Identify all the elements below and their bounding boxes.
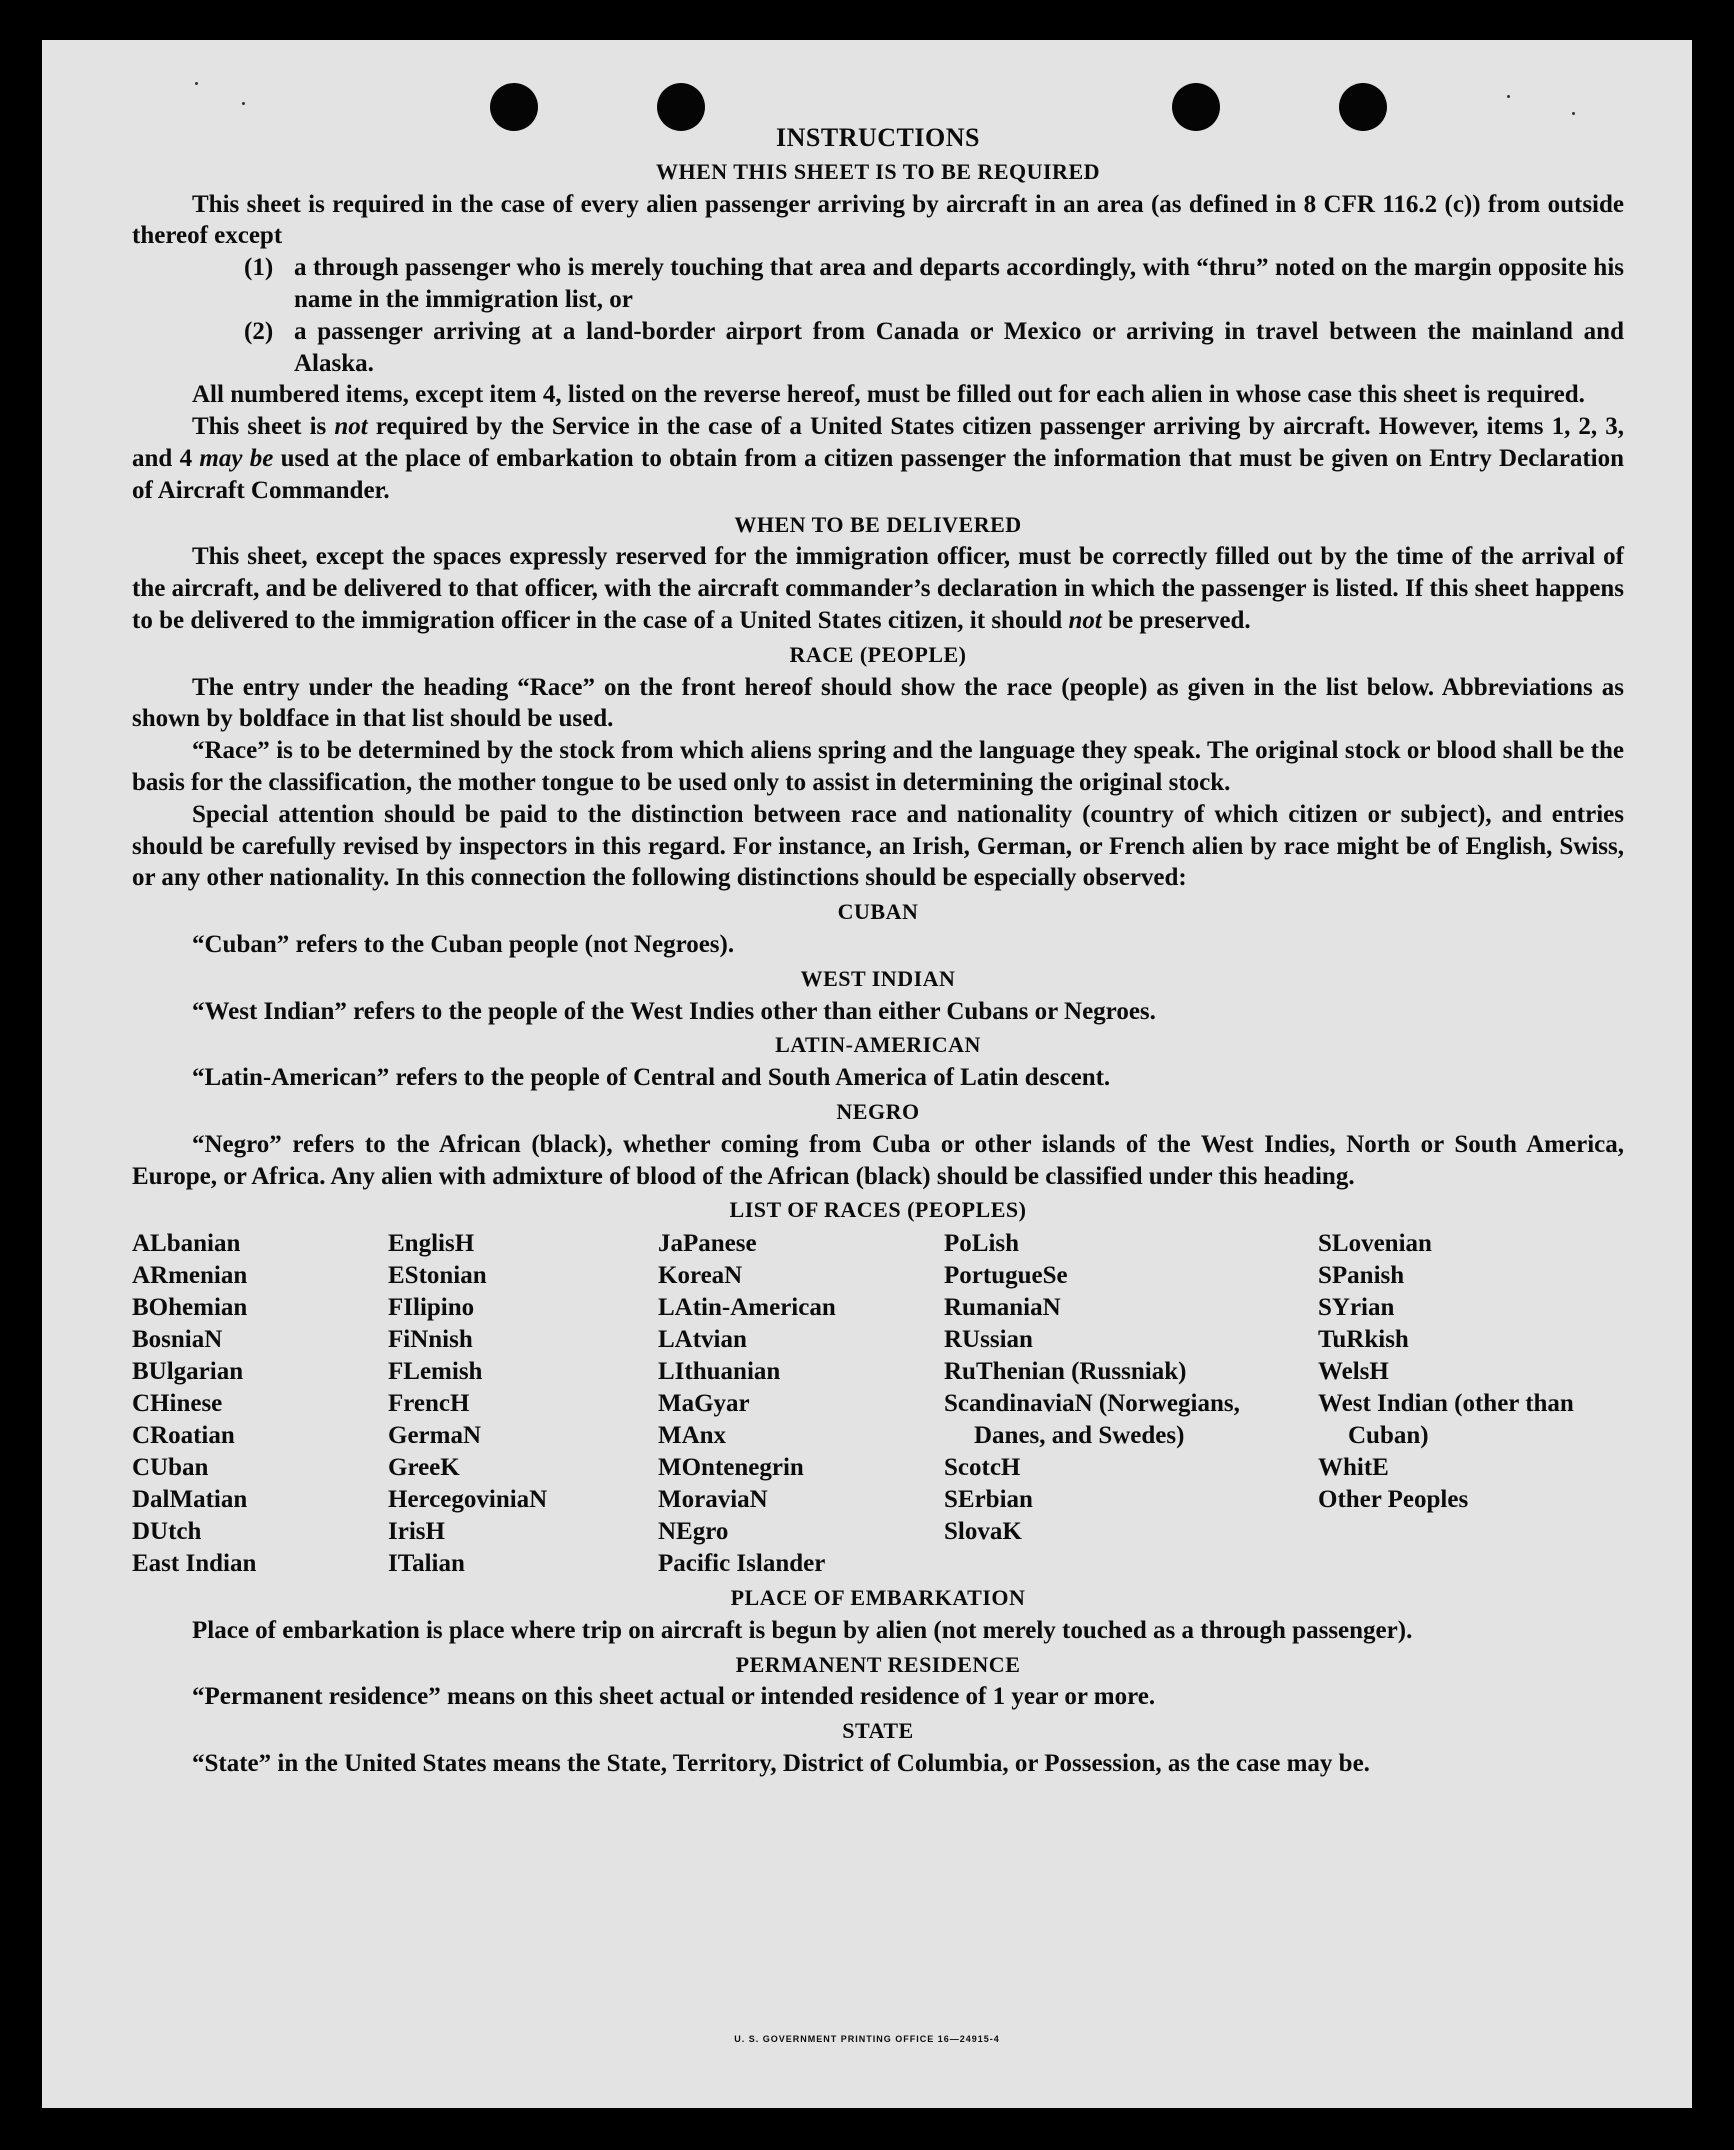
race-item: SLovenian	[1318, 1230, 1432, 1258]
race-item: BosniaN	[132, 1326, 223, 1354]
race-item: MAnx	[658, 1422, 727, 1450]
list-item	[244, 252, 1624, 316]
paragraph: This sheet is required in the case of every alien passenger arriving by aircraft in an area (as defined in 8 CFR 116.2 (c)) from outside thereof except	[132, 190, 1624, 250]
section-heading: WEST INDIAN	[800, 965, 956, 991]
race-item: RuThenian (Russniak)	[944, 1358, 1187, 1386]
section-heading: CUBAN	[837, 899, 919, 925]
text-run: This sheet is	[192, 413, 335, 441]
text-run: required by the Service in the case of a United States citizen passenger arriving by aircraft. However, items 1, 2, 3, and 4	[132, 413, 1624, 472]
race-item: NEgro	[658, 1518, 729, 1546]
paragraph	[132, 411, 1624, 506]
item-text: a passenger arriving at a land-border airport from Canada or Mexico or arriving in travel between the mainland and Alaska.	[294, 317, 1624, 377]
item-number: (2)	[244, 317, 274, 345]
italic-text: not	[1068, 606, 1102, 634]
race-item: FiNnish	[388, 1326, 473, 1354]
race-item: SlovaK	[944, 1518, 1022, 1546]
race-item: DUtch	[132, 1518, 202, 1546]
section-heading: PERMANENT RESIDENCE	[735, 1651, 1021, 1677]
race-column	[132, 1228, 388, 1580]
race-item: FLemish	[388, 1358, 483, 1386]
text-run: be preserved.	[1101, 606, 1251, 634]
paragraph: “Negro” refers to the African (black), whether coming from Cuba or other islands of the West Indies, North or South America, Europe, or Africa. Any alien with admixture of blood of the African (black) should be classified under this heading.	[132, 1130, 1624, 1190]
section-heading: WHEN TO BE DELIVERED	[734, 511, 1022, 537]
race-item: BUlgarian	[132, 1358, 244, 1386]
section-heading: LIST OF RACES (PEOPLES)	[729, 1197, 1027, 1223]
race-item: CUban	[132, 1454, 209, 1482]
race-item: PortugueSe	[944, 1262, 1068, 1290]
race-item: PoLish	[944, 1230, 1020, 1258]
paragraph: “Cuban” refers to the Cuban people (not Negroes).	[192, 930, 735, 958]
race-item: RUssian	[944, 1326, 1033, 1354]
paragraph: “West Indian” refers to the people of the West Indies other than either Cubans or Negroes.	[192, 997, 1156, 1025]
race-item: SPanish	[1318, 1262, 1405, 1290]
race-item: SYrian	[1318, 1294, 1395, 1322]
race-item: FrencH	[388, 1390, 470, 1418]
paragraph: Special attention should be paid to the distinction between race and nationality (country of which citizen or subject), and entries should be carefully revised by inspectors in this regard. For instance, an Irish, German, or French alien by race might be of English, Swiss, or any other nationality. In this connection the following distinctions should be especially observed:	[132, 800, 1624, 892]
section-heading: RACE (PEOPLE)	[789, 641, 967, 667]
instructions-body	[132, 120, 1624, 1780]
race-item: LIthuanian	[658, 1358, 781, 1386]
section-heading: WHEN THIS SHEET IS TO BE REQUIRED	[655, 158, 1101, 184]
race-item: MoraviaN	[658, 1486, 768, 1514]
scan-speck	[195, 82, 198, 85]
scan-speck	[1507, 95, 1510, 98]
race-item: GermaN	[388, 1422, 482, 1450]
list-item	[244, 316, 1624, 380]
paragraph: Place of embarkation is place where trip on aircraft is begun by alien (not merely touched as a through passenger).	[192, 1616, 1413, 1644]
race-list	[132, 1228, 1624, 1580]
section-heading: PLACE OF EMBARKATION	[730, 1585, 1026, 1611]
race-item: MaGyar	[658, 1390, 750, 1418]
scan-speck	[1572, 112, 1575, 115]
page-title: INSTRUCTIONS	[776, 123, 980, 152]
race-item: TuRkish	[1318, 1326, 1409, 1354]
printer-imprint: U. S. GOVERNMENT PRINTING OFFICE 16—24915-4	[734, 2034, 1000, 2044]
paragraph: “State” in the United States means the State, Territory, District of Columbia, or Possession, as the case may be.	[192, 1750, 1370, 1778]
race-item: CRoatian	[132, 1422, 235, 1450]
section-heading: LATIN-AMERICAN	[775, 1032, 981, 1058]
race-item: ITalian	[388, 1550, 465, 1578]
italic-text: may be	[199, 444, 274, 472]
race-column	[388, 1228, 658, 1580]
race-item: MOntenegrin	[658, 1454, 804, 1482]
text-run: This sheet, except the spaces expressly reserved for the immigration officer, must be correctly filled out by the time of the arrival of the aircraft, and be delivered to that officer, with the aircraft commander’s declaration in which the passenger is listed. If this sheet happens to be delivered to the immigration officer in the case of a United States citizen, it should	[132, 543, 1624, 634]
paragraph: “Permanent residence” means on this sheet actual or intended residence of 1 year or more.	[192, 1683, 1156, 1711]
race-item: WhitE	[1318, 1454, 1389, 1482]
race-item: East Indian	[132, 1550, 257, 1578]
race-item: ALbanian	[132, 1230, 241, 1258]
race-item: LAtin-American	[658, 1294, 836, 1322]
race-column	[1318, 1228, 1624, 1580]
race-item: BOhemian	[132, 1294, 248, 1322]
scan-speck	[242, 102, 245, 105]
document-page	[42, 40, 1692, 2108]
race-item: HercegoviniaN	[388, 1486, 548, 1514]
race-item: SErbian	[944, 1486, 1033, 1514]
race-item: DalMatian	[132, 1486, 248, 1514]
paragraph: “Race” is to be determined by the stock from which aliens spring and the language they speak. The original stock or blood shall be the basis for the classification, the mother tongue to be used only to assist in determining the original stock.	[132, 737, 1624, 796]
race-item: ScotcH	[944, 1454, 1021, 1482]
race-item: JaPanese	[658, 1230, 757, 1258]
race-item: EStonian	[388, 1262, 487, 1290]
race-item: CHinese	[132, 1390, 223, 1418]
section-heading: NEGRO	[836, 1098, 920, 1124]
race-item: FIlipino	[388, 1294, 475, 1322]
race-column	[944, 1228, 1318, 1580]
race-item: KoreaN	[658, 1262, 743, 1290]
race-item: ARmenian	[132, 1262, 248, 1290]
item-number: (1)	[244, 254, 274, 282]
race-item: LAtvian	[658, 1326, 747, 1354]
race-item: ScandinaviaN (Norwegians, Danes, and Swedes)	[944, 1390, 1240, 1450]
race-item: West Indian (other than Cuban)	[1318, 1390, 1574, 1450]
text-run: used at the place of embarkation to obtain from a citizen passenger the information that must be given on Entry Declaration of Aircraft Commander.	[132, 444, 1625, 504]
item-text: a through passenger who is merely touching that area and departs accordingly, with “thru” noted on the margin opposite his name in the immigration list, or	[294, 254, 1624, 313]
italic-text: not	[334, 413, 368, 441]
race-item: WelsH	[1318, 1358, 1389, 1386]
race-item: IrisH	[388, 1518, 445, 1546]
race-column	[658, 1228, 944, 1580]
race-item: EnglisH	[388, 1230, 475, 1258]
race-item: Other Peoples	[1318, 1486, 1469, 1514]
race-item: GreeK	[388, 1454, 460, 1482]
race-item: Pacific Islander	[658, 1550, 826, 1578]
race-item: RumaniaN	[944, 1294, 1061, 1322]
paragraph: The entry under the heading “Race” on the front hereof should show the race (people) as given in the list below. Abbreviations as shown by boldface in that list should be used.	[132, 673, 1624, 733]
section-heading: STATE	[842, 1718, 914, 1744]
paragraph: “Latin-American” refers to the people of Central and South America of Latin descent.	[192, 1064, 1111, 1092]
paragraph	[132, 541, 1624, 636]
paragraph: All numbered items, except item 4, listed on the reverse hereof, must be filled out for each alien in whose case this sheet is required.	[192, 381, 1585, 409]
